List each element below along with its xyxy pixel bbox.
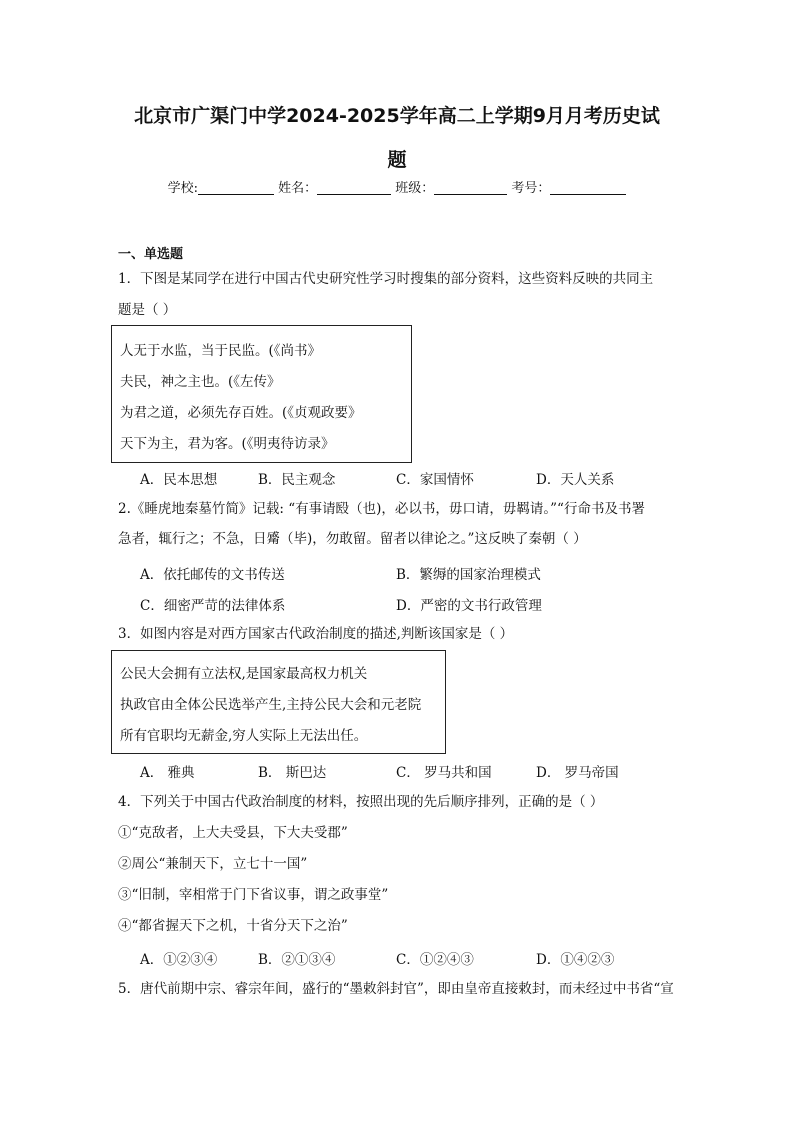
q4-option-c[interactable]: C．①②④③ (396, 952, 474, 968)
q3-option-d[interactable]: D． 罗马帝国 (536, 765, 619, 781)
q4-stem: 4．下列关于中国古代政治制度的材料，按照出现的先后顺序排列，正确的是（ ） (118, 794, 604, 810)
name-label: 姓名： (278, 181, 318, 196)
q3-stem: 3．如图内容是对西方国家古代政治制度的描述,判断该国家是（ ） (118, 626, 514, 642)
q2-stem-line2: 急者，辄行之；不急，日觱（毕)，勿敢留。留者以律论之。”这反映了秦朝（ ） (118, 531, 587, 547)
q1-option-c[interactable]: C．家国情怀 (396, 472, 474, 488)
q4-option-a[interactable]: A．①②③④ (140, 952, 218, 968)
q5-stem-line1: 5．唐代前期中宗、睿宗年间，盛行的“墨敕斜封官”，即由皇帝直接敕封，而未经过中书省“宣 (118, 981, 674, 997)
q4-item-2: ②周公“兼制天下，立七十一国” (118, 856, 308, 872)
student-info-row (0, 180, 794, 198)
q2-option-a[interactable]: A．依托邮传的文书传送 (140, 567, 285, 583)
q3-material-line: 公民大会拥有立法权,是国家最高权力机关 (120, 666, 368, 682)
q3-option-b[interactable]: B． 斯巴达 (258, 765, 327, 781)
q1-material-line: 人无于水监，当于民监。(《尚书》 (120, 343, 322, 359)
q3-material-line: 所有官职均无薪金,穷人实际上无法出任。 (120, 728, 368, 744)
class-label: 班级： (395, 181, 435, 196)
q2-option-c[interactable]: C．细密严苛的法律体系 (140, 598, 286, 614)
class-blank[interactable] (434, 181, 507, 195)
q3-material-box (111, 650, 446, 754)
q4-option-d[interactable]: D．①④②③ (536, 952, 615, 968)
q1-material-box (111, 325, 412, 463)
q3-material-line: 执政官由全体公民选举产生,主持公民大会和元老院 (120, 697, 422, 713)
q2-option-d[interactable]: D．严密的文书行政管理 (396, 598, 542, 614)
q2-stem-line1: 2.《睡虎地秦墓竹简》记载: “有事请殹（也)，必以书，毋口请，毋羁请。”“行命书及书署 (118, 501, 645, 517)
q1-option-d[interactable]: D．天人关系 (536, 472, 615, 488)
q1-material-line: 天下为主，君为客。(《明夷待访录》 (120, 436, 335, 452)
q1-material-line: 夫民，神之主也。(《左传》 (120, 374, 281, 390)
exam-title-line1: 北京市广渠门中学2024-2025学年高二上学期9月月考历史试 (134, 105, 660, 127)
q2-option-b[interactable]: B．繁缛的国家治理模式 (396, 567, 541, 583)
q1-stem-line1: 1．下图是某同学在进行中国古代史研究性学习时搜集的部分资料，这些资料反映的共同主 (118, 271, 654, 287)
q1-option-a[interactable]: A．民本思想 (140, 472, 218, 488)
q4-item-4: ④“都省握天下之机，十省分天下之治” (118, 918, 348, 934)
q3-option-a[interactable]: A． 雅典 (140, 765, 195, 781)
name-blank[interactable] (317, 181, 391, 195)
school-blank[interactable] (198, 181, 274, 195)
q4-item-1: ①“克敌者，上大夫受县，下大夫受郡” (118, 825, 348, 841)
section-title: 一、单选题 (118, 247, 184, 262)
q1-material-line: 为君之道，必须先存百姓。(《贞观政要》 (120, 405, 362, 421)
exam-title-line2: 题 (387, 149, 407, 171)
q4-item-3: ③“旧制，宰相常于门下省议事，谓之政事堂” (118, 887, 389, 903)
q3-option-c[interactable]: C． 罗马共和国 (396, 765, 492, 781)
exam-no-label: 考号： (511, 181, 551, 196)
q4-option-b[interactable]: B．②①③④ (258, 952, 336, 968)
q1-stem-line2: 题是（ ） (118, 302, 177, 318)
exam-no-blank[interactable] (550, 181, 626, 195)
q1-option-b[interactable]: B．民主观念 (258, 472, 336, 488)
school-label: 学校: (167, 181, 198, 196)
